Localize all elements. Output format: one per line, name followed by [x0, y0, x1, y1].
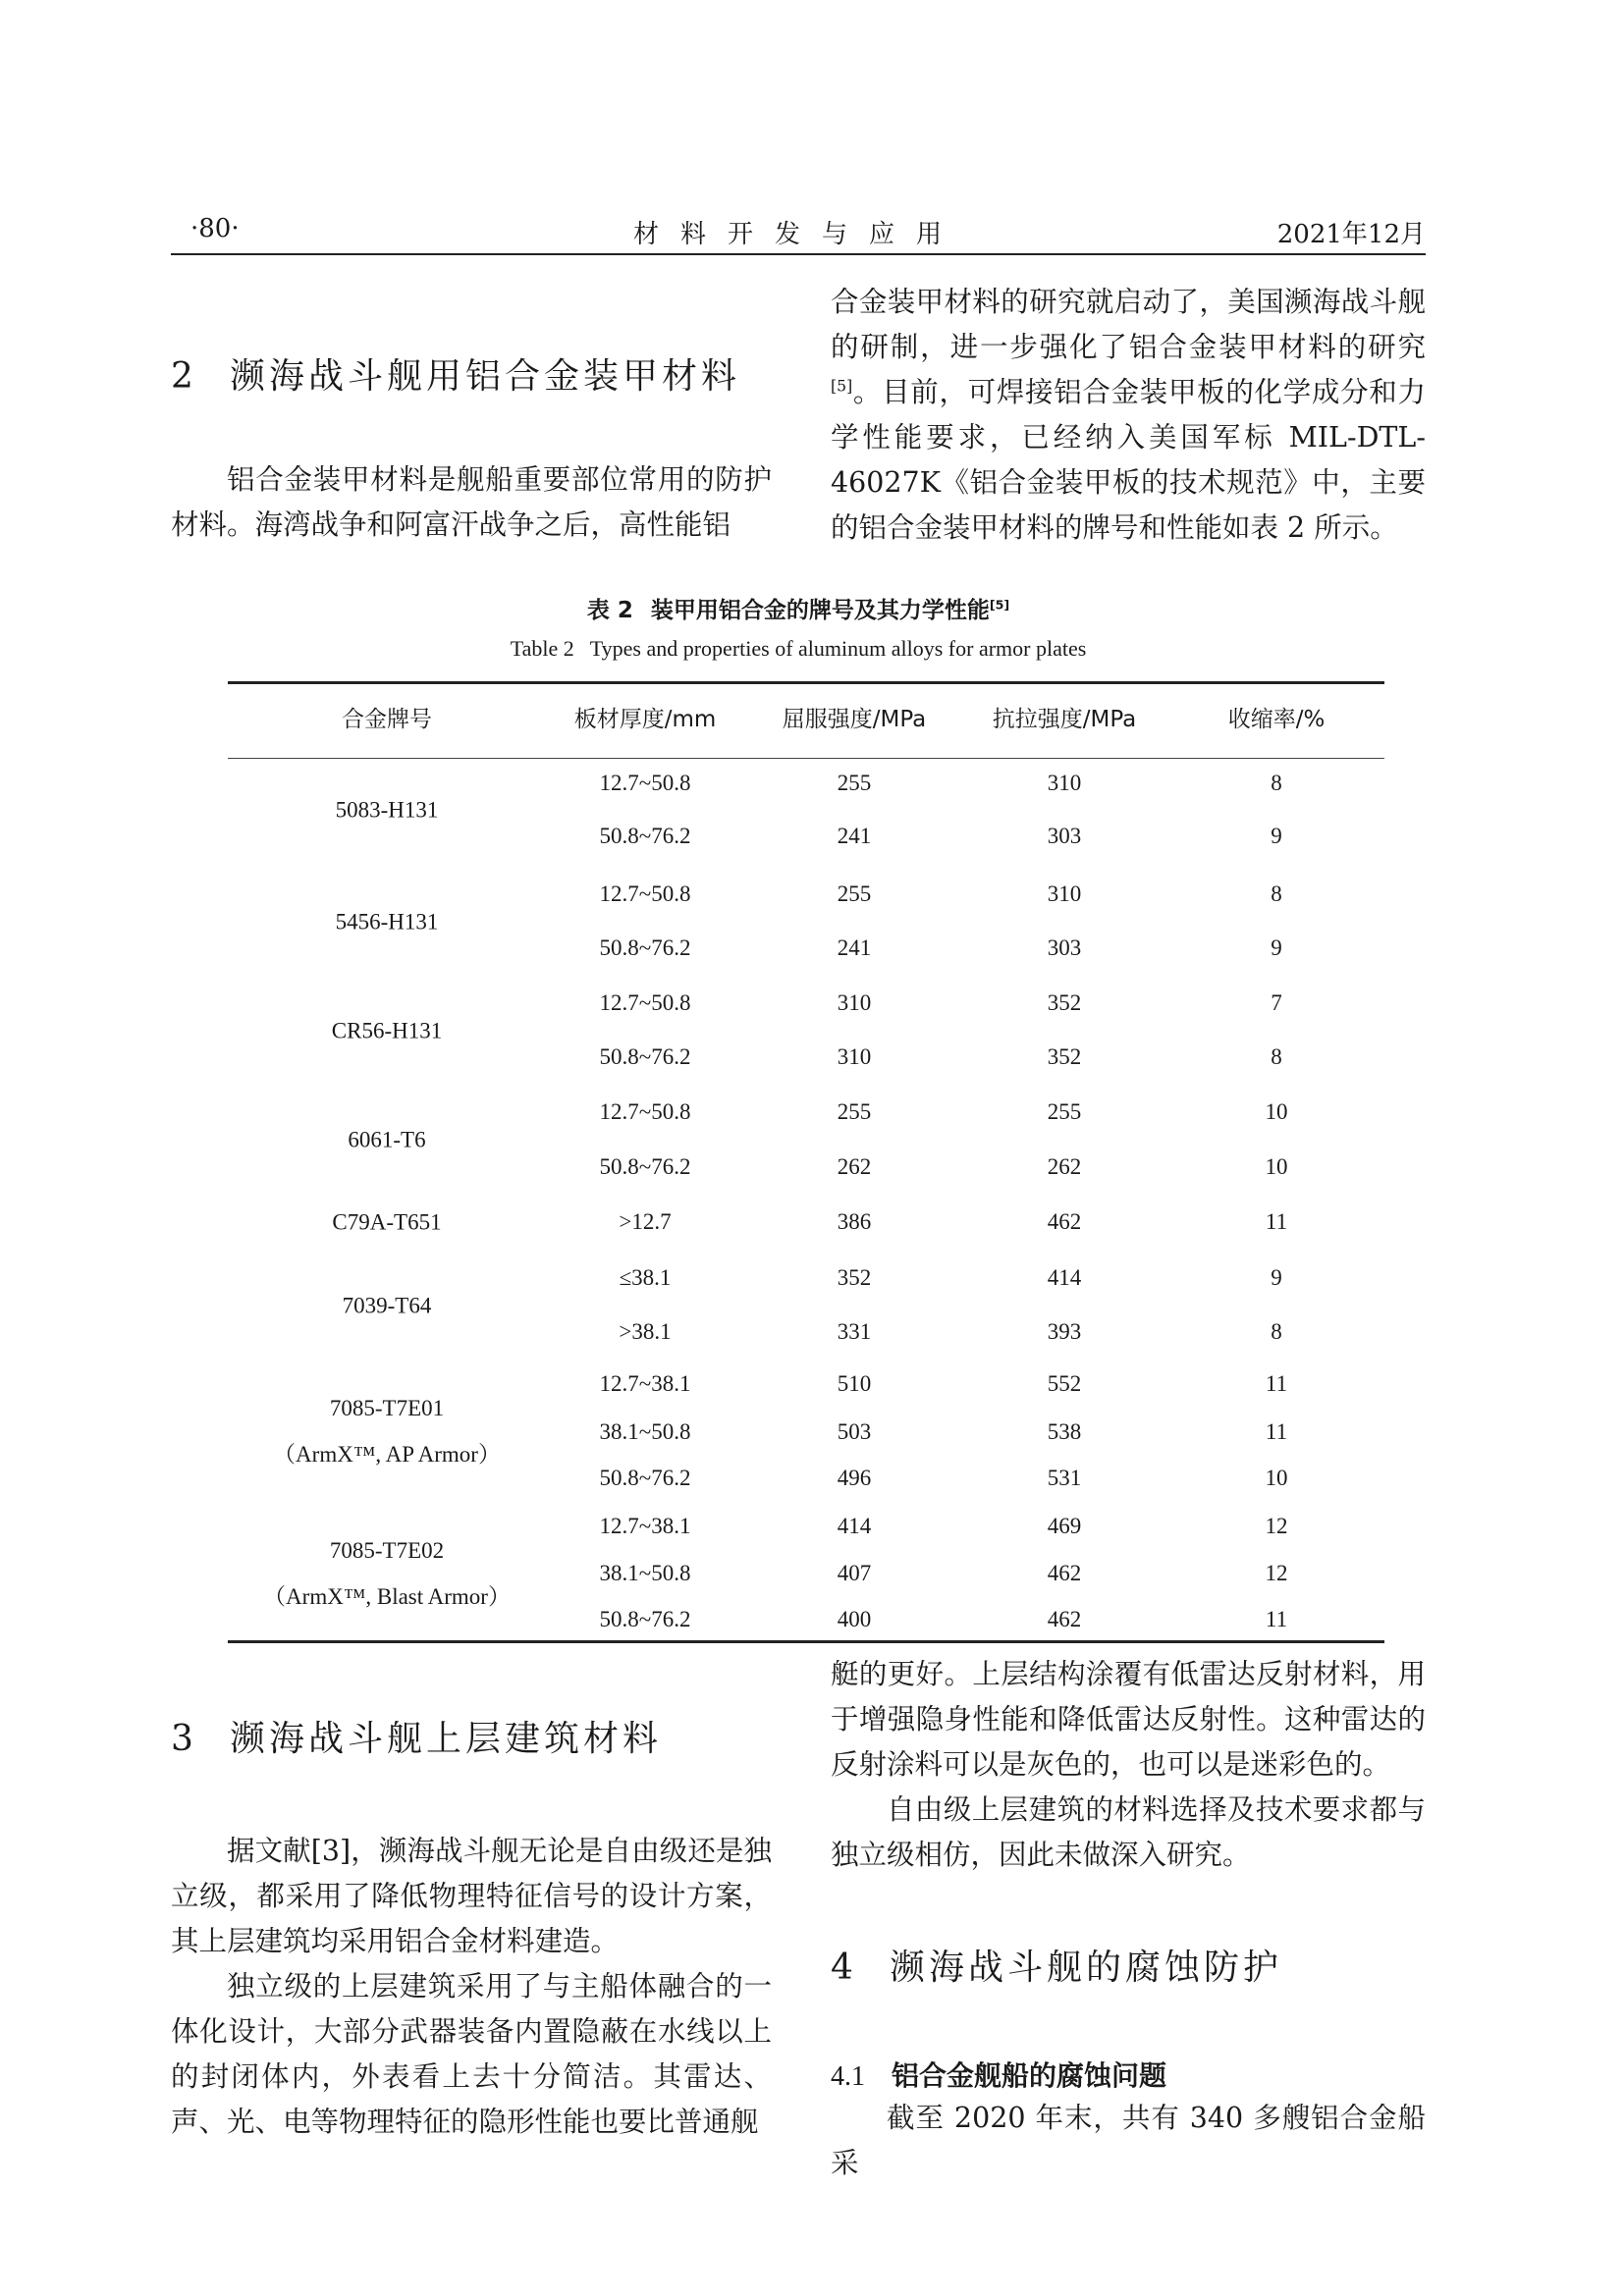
table-cell: 10 [1265, 1099, 1288, 1124]
table-cell: 50.8~76.2 [599, 824, 691, 848]
table-cell: 503 [837, 1419, 872, 1444]
table-cell: 552 [1047, 1371, 1082, 1396]
table-cell: >38.1 [619, 1319, 672, 1344]
table-cell: 331 [837, 1319, 872, 1344]
table-cell: 255 [837, 881, 872, 906]
table-cell: 386 [837, 1209, 872, 1234]
table-cell: 262 [837, 1154, 872, 1179]
table-header-rule [228, 758, 1384, 759]
table-cell: 531 [1047, 1466, 1082, 1490]
table-cell: 9 [1271, 1265, 1282, 1290]
table-cell: 8 [1271, 1319, 1282, 1344]
table-caption-cn [171, 592, 1426, 624]
running-header [171, 214, 1426, 253]
table-cell: 462 [1047, 1209, 1082, 1234]
paragraph-text: 艇的更好。上层结构涂覆有低雷达反射材料，用于增强隐身性能和降低雷达反射性。这种雷达的反射涂料可以是灰色的，也可以是迷彩色的。 [831, 1658, 1426, 1781]
table-cell: 303 [1047, 824, 1082, 848]
table-header-cell: 抗拉强度/MPa [992, 707, 1137, 732]
table-cell: 11 [1265, 1209, 1288, 1234]
table-cell: 462 [1047, 1561, 1082, 1585]
table-title-cn: 装甲用铝合金的牌号及其力学性能 [650, 598, 990, 623]
table-top-rule [228, 681, 1384, 684]
section-title: 濒海战斗舰上层建筑材料 [230, 1719, 663, 1759]
table-cell: 352 [1047, 990, 1082, 1015]
table-cell: 255 [1047, 1099, 1082, 1124]
table-cell: 10 [1265, 1154, 1288, 1179]
section-number: 4 [831, 1948, 857, 1988]
table-cell: >12.7 [619, 1209, 672, 1234]
alloy-grade-cell [332, 1200, 441, 1246]
alloy-grade-cell [343, 1282, 432, 1328]
table-citation: [5] [989, 597, 1010, 613]
paragraph-text-part1: 合金装甲材料的研究就启动了，美国濒海战斗舰的研制，进一步强化了铝合金装甲材料的研究 [831, 286, 1426, 363]
table-cell: 50.8~76.2 [599, 1607, 691, 1631]
issue-date: 2021年12月 [1276, 220, 1426, 249]
table-cell: 407 [837, 1561, 872, 1585]
subsection-4-1-heading [831, 2055, 1166, 2094]
alloy-grade: 7085-T7E02 [329, 1537, 445, 1563]
table-header-cell: 合金牌号 [342, 707, 432, 732]
table-cell: 352 [837, 1265, 872, 1290]
table-cell: 255 [837, 771, 872, 795]
right-last-paragraph [831, 2096, 1426, 2186]
subsection-title: 铝合金舰船的腐蚀问题 [892, 2059, 1167, 2092]
right-bottom-paragraphs [831, 1652, 1426, 1878]
table-number-en: Table 2 [510, 636, 574, 661]
table-cell: 310 [1047, 881, 1082, 906]
table-cell: 12.7~38.1 [599, 1514, 691, 1538]
table-caption-en [171, 636, 1426, 662]
table-cell: 393 [1047, 1319, 1082, 1344]
alloy-grade-note: （ArmX™, AP Armor） [273, 1442, 501, 1467]
table-cell: 9 [1271, 935, 1282, 960]
section-title: 濒海战斗舰用铝合金装甲材料 [230, 356, 741, 397]
alloy-grade-cell [263, 1527, 511, 1620]
table-cell: 510 [837, 1371, 872, 1396]
table-cell: 241 [837, 935, 872, 960]
table-cell: 414 [837, 1514, 872, 1538]
section-title: 濒海战斗舰的腐蚀防护 [890, 1948, 1283, 1988]
table-cell: 7 [1271, 990, 1282, 1015]
alloy-grade-cell [332, 1007, 442, 1053]
table-cell: 310 [837, 1044, 872, 1069]
alloy-grade: 5456-H131 [335, 909, 439, 934]
table-title-en: Types and properties of aluminum alloys for armor plates [589, 636, 1087, 661]
table-cell: 9 [1271, 824, 1282, 848]
table-cell: 462 [1047, 1607, 1082, 1631]
alloy-grade: CR56-H131 [331, 1018, 443, 1042]
table-cell: 11 [1265, 1371, 1288, 1396]
table-cell: 12.7~50.8 [599, 771, 691, 795]
journal-title: 材料开发与应用 [632, 220, 963, 249]
alloy-grade: 5083-H131 [335, 797, 439, 823]
subsection-number: 4.1 [831, 2061, 865, 2092]
left-top-paragraph [171, 457, 772, 548]
table-cell: 8 [1271, 881, 1282, 906]
table-cell: 8 [1271, 771, 1282, 795]
table-cell: 11 [1265, 1419, 1288, 1444]
table-cell: 12 [1265, 1514, 1288, 1538]
alloy-grade-cell [336, 787, 439, 833]
section-2-heading [171, 348, 740, 399]
table-cell: 303 [1047, 935, 1082, 960]
section-4-heading [831, 1940, 1282, 1990]
table-cell: 50.8~76.2 [599, 1466, 691, 1490]
left-bottom-paragraphs [171, 1829, 772, 2145]
table-cell: 352 [1047, 1044, 1082, 1069]
paragraph-text: 截至 2020 年末，共有 340 多艘铝合金船采 [831, 2102, 1426, 2179]
right-top-paragraph [831, 280, 1426, 551]
table-cell: 262 [1047, 1154, 1082, 1179]
alloy-grade: 6061-T6 [348, 1127, 426, 1152]
table-cell: 12 [1265, 1561, 1288, 1585]
alloy-grade-cell [336, 898, 439, 944]
table-header-cell: 屈服强度/MPa [782, 707, 927, 732]
table-cell: 50.8~76.2 [599, 1154, 691, 1179]
table-number-cn: 表 2 [586, 598, 633, 623]
table-cell: 50.8~76.2 [599, 935, 691, 960]
section-number: 2 [171, 356, 197, 397]
alloy-grade: C79A-T651 [332, 1209, 442, 1235]
table-cell: 400 [837, 1607, 872, 1631]
paragraph-text [831, 280, 1426, 551]
alloy-grade: 7085-T7E01 [329, 1396, 445, 1420]
paragraph-text-part2: 。目前，可焊接铝合金装甲板的化学成分和力学性能要求，已经纳入美国军标 MIL-DTL-46027K《铝合金装甲板的技术规范》中，主要的铝合金装甲材料的牌号和性能如表 2 所示。 [831, 376, 1426, 544]
table-cell: 469 [1047, 1514, 1082, 1538]
section-number: 3 [171, 1719, 197, 1759]
table-cell: 11 [1265, 1607, 1288, 1631]
paragraph-text: 独立级的上层建筑采用了与主船体融合的一体化设计，大部分武器装备内置隐蔽在水线以上的封闭体内，外表看上去十分简洁。其雷达、声、光、电等物理特征的隐形性能也要比普通舰 [171, 1970, 772, 2138]
alloy-grade-cell [273, 1385, 501, 1477]
table-header-cell: 收缩率/% [1227, 707, 1326, 732]
table-cell: 310 [837, 990, 872, 1015]
table-bottom-rule [228, 1640, 1384, 1643]
table-cell: 496 [837, 1466, 872, 1490]
table-cell: 12.7~50.8 [599, 881, 691, 906]
table-cell: 10 [1265, 1466, 1288, 1490]
table-cell: 38.1~50.8 [599, 1419, 691, 1444]
paragraph-text: 自由级上层建筑的材料选择及技术要求都与独立级相仿，因此未做深入研究。 [831, 1793, 1426, 1871]
table-cell: 241 [837, 824, 872, 848]
page-number: ·80· [190, 214, 240, 243]
paragraph-text: 铝合金装甲材料是舰船重要部位常用的防护材料。海湾战争和阿富汗战争之后，高性能铝 [171, 463, 772, 541]
citation: [5] [831, 376, 853, 396]
table-cell: ≤38.1 [619, 1265, 672, 1290]
alloy-grade-note: （ArmX™, Blast Armor） [263, 1583, 511, 1609]
table-cell: 50.8~76.2 [599, 1044, 691, 1069]
table-cell: 38.1~50.8 [599, 1561, 691, 1585]
table-cell: 255 [837, 1099, 872, 1124]
table-cell: 538 [1047, 1419, 1082, 1444]
header-rule [171, 253, 1426, 255]
table-cell: 8 [1271, 1044, 1282, 1069]
section-3-heading [171, 1711, 662, 1761]
table-cell: 12.7~50.8 [599, 1099, 691, 1124]
table-header-cell: 板材厚度/mm [573, 707, 717, 732]
paragraph-text: 据文献[3]，濒海战斗舰无论是自由级还是独立级，都采用了降低物理特征信号的设计方案，其上层建筑均采用铝合金材料建造。 [171, 1835, 772, 1957]
table-cell: 12.7~38.1 [599, 1371, 691, 1396]
table-cell: 310 [1047, 771, 1082, 795]
alloy-grade: 7039-T64 [342, 1293, 432, 1317]
table-cell: 414 [1047, 1265, 1082, 1290]
table-cell: 12.7~50.8 [599, 990, 691, 1015]
alloy-grade-cell [348, 1117, 425, 1163]
